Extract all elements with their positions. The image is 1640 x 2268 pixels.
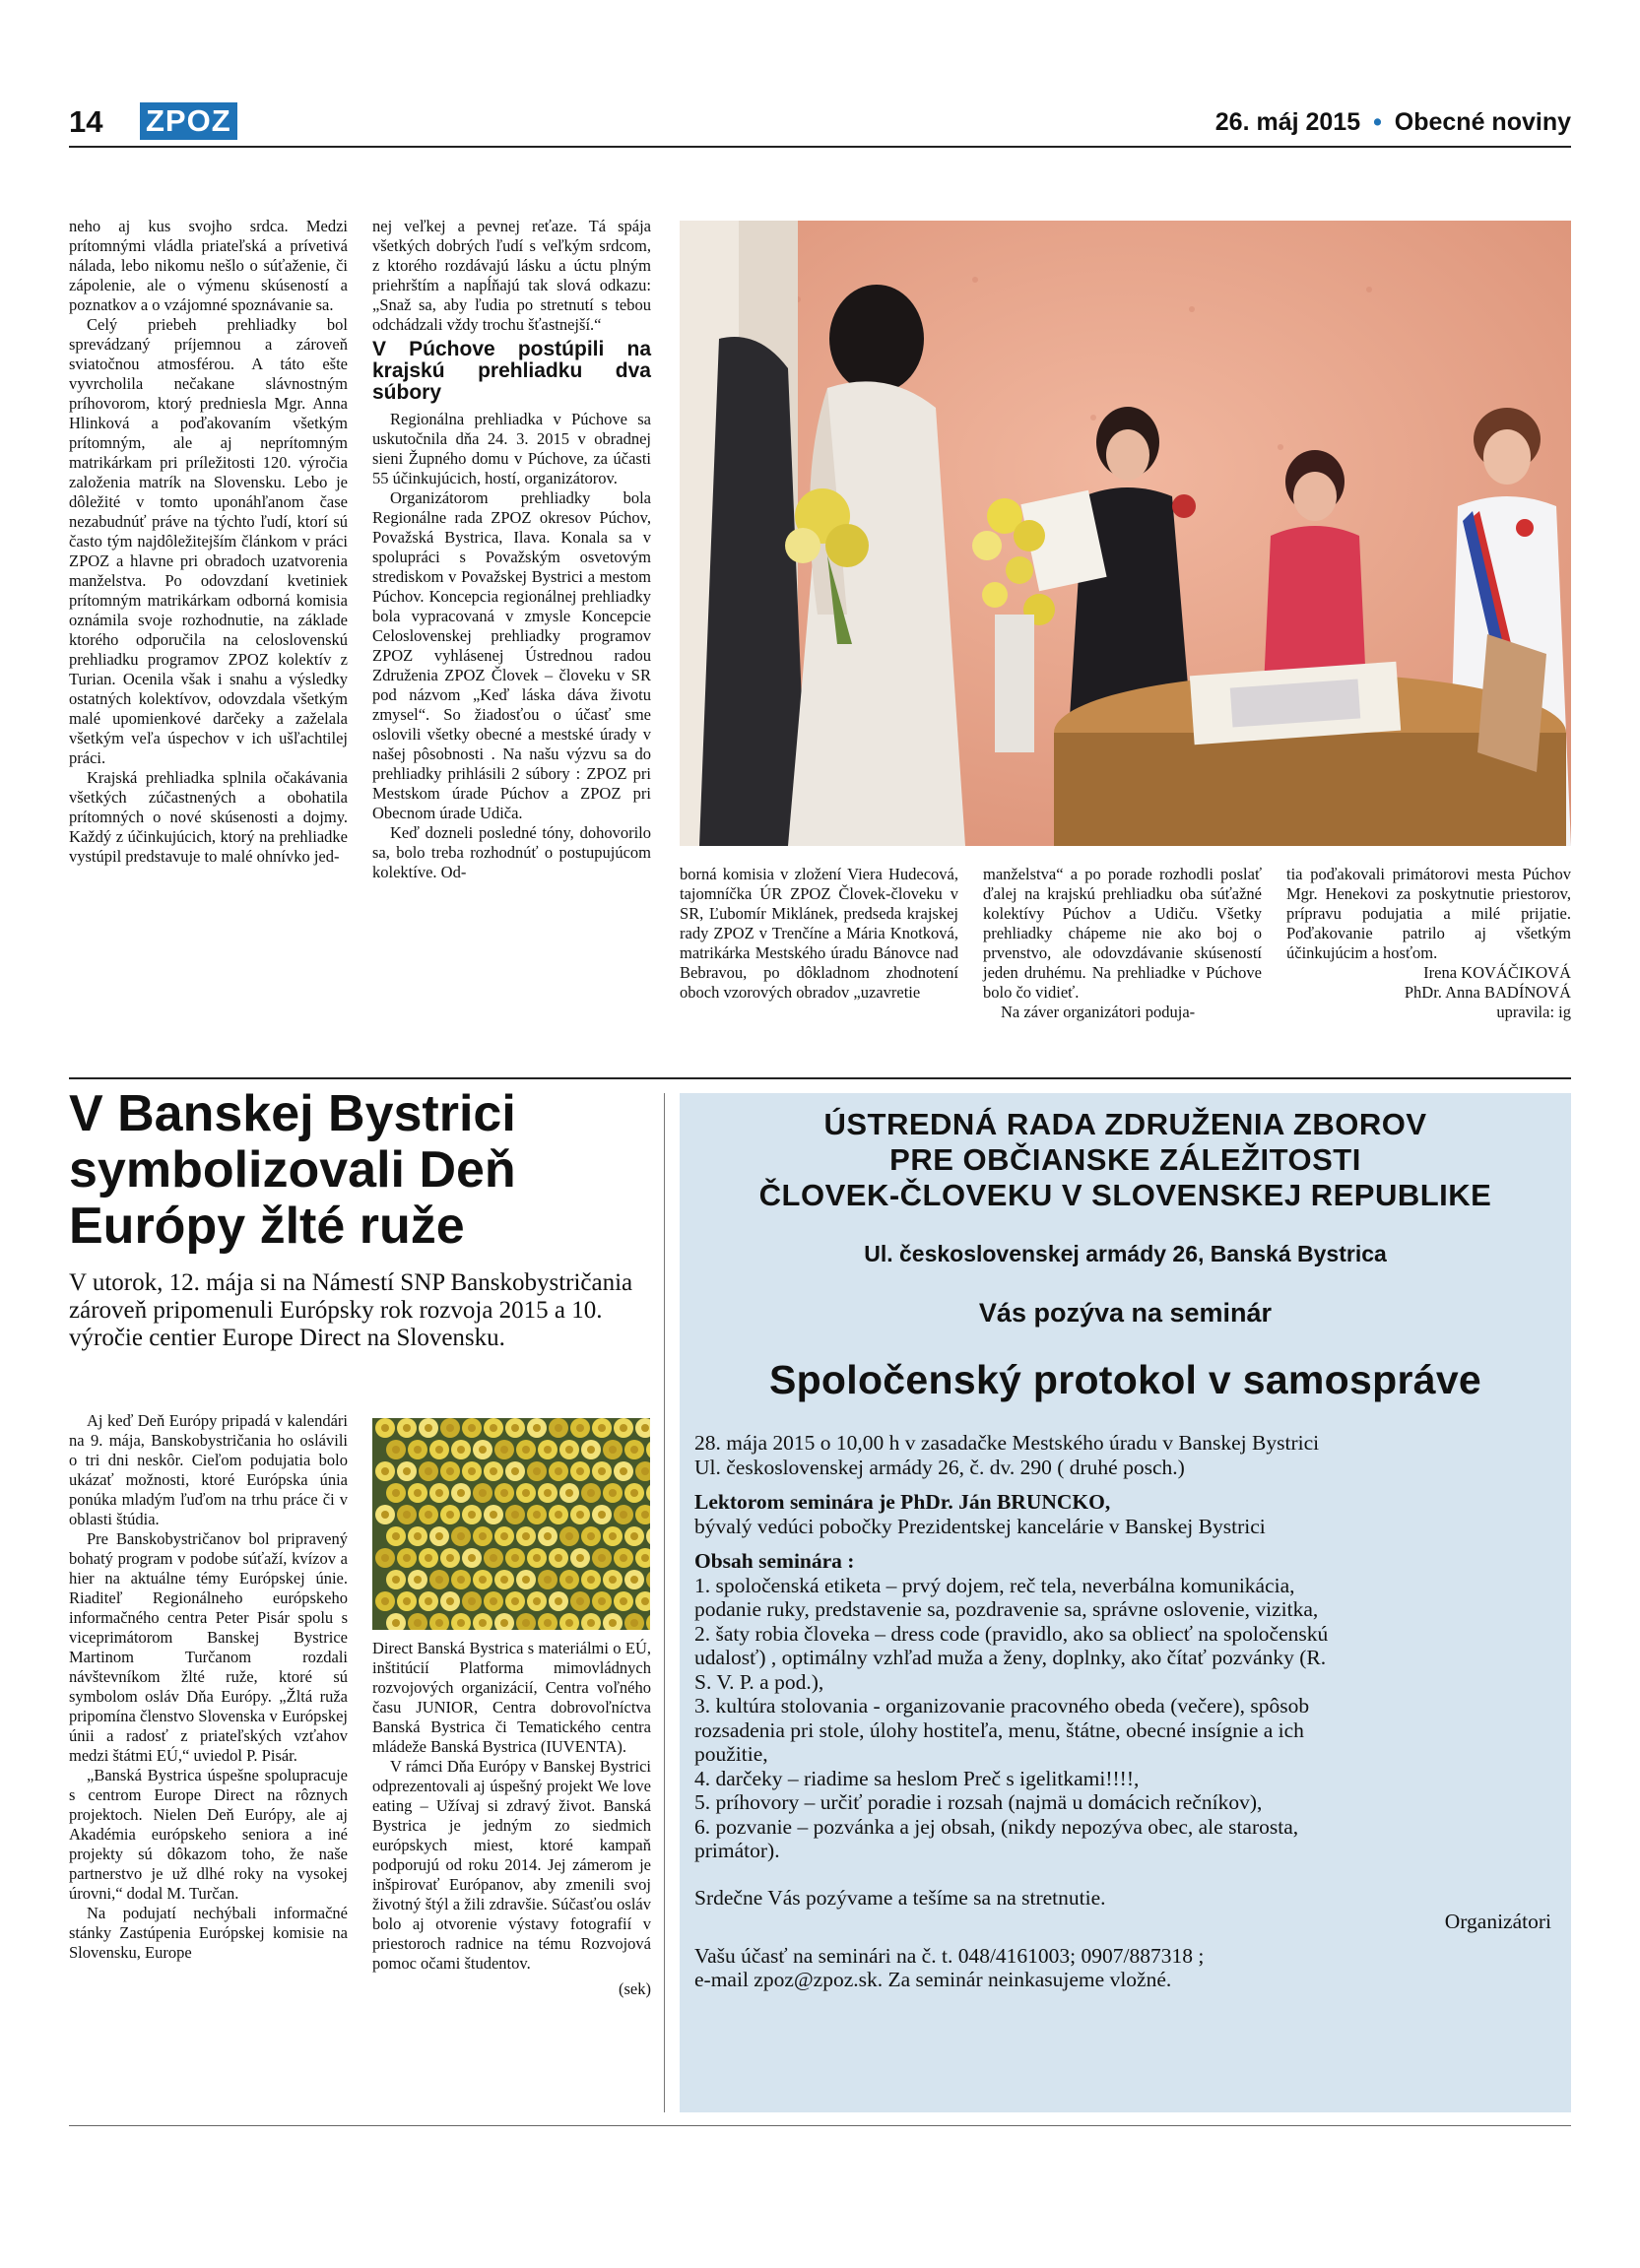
headline-line: V Banskej Bystrici (69, 1085, 516, 1142)
paragraph: Direct Banská Bystrica s materiálmi o EÚ, inštitúcií Platforma mimovládnych rozvojových organizácií, Centra voľného času JUNIOR, Centra dobrovoľníctva Banská Bystrica či Tematického centra mládeže Banská Bystrica (IUVENTA). (372, 1639, 651, 1756)
ad-contents-line: primátor). (694, 1839, 780, 1862)
paragraph: Regionálna prehliadka v Púchove sa uskutočnila dňa 24. 3. 2015 v obradnej sieni Župného domu v Púchove, za účasti 55 účinkujúcich, hostí, organizátorov. (372, 410, 651, 487)
vertical-divider (664, 1093, 665, 2112)
ad-when-line: Ul. československej armády 26, č. dv. 290 ( druhé posch.) (694, 1455, 1185, 1479)
ceremony-photo (680, 221, 1571, 846)
article2-lead: V utorok, 12. mája si na Námestí SNP Banskobystričania zároveň pripomenuli Európsky rok rozvoja 2015 a 10. výročie centier Europe Direct na Slovensku. (69, 1269, 633, 1351)
article2-column-2 (372, 1639, 651, 1999)
section-divider (69, 1077, 1571, 1079)
article2-headline (69, 1086, 660, 1255)
ad-contents-label: Obsah seminára : (694, 1549, 855, 1573)
paragraph: „Banská Bystrica úspešne spolupracuje s centrom Europe Direct na rôznych projektoch. Nielen Deň Európy, ale aj Akadémia európskeho seniora a iné projekty sú dôkazom toho, že naše partnerstvo je už dlhé roky na vysokej úrovni,“ dodal M. Turčan. (69, 1766, 348, 1903)
ad-lecturer-desc: bývalý vedúci pobočky Prezidentskej kancelárie v Banskej Bystrici (694, 1514, 1266, 1538)
signature-2: PhDr. Anna BADÍNOVÁ (1404, 983, 1571, 1002)
ad-contents-line: 6. pozvanie – pozvánka a jej obsah, (nikdy nepozýva obec, ale starosta, (694, 1814, 1299, 1839)
publication-name: Obecné noviny (1394, 108, 1571, 136)
ad-contents-line: podanie ruky, predstavenie sa, pozdravenie sa, správne oslovenie, vizitka, (694, 1597, 1319, 1621)
ad-contents-line: 3. kultúra stolovania - organizovanie pracovného obeda (večere), spôsob (694, 1694, 1310, 1717)
ad-contents-line: 5. príhovory – určiť poradie i rozsah (najmä u domácich rečníkov), (694, 1790, 1263, 1814)
ad-contents-line: udalosť) , optimálny vzhľad muža a ženy, doplnky, ako čítať pozvánky (R. (694, 1646, 1327, 1669)
ad-contact-line: e-mail zpoz@zpoz.sk. Za seminár neinkasujeme vložné. (694, 1968, 1172, 1991)
ad-organization (680, 1107, 1571, 1213)
ad-closing: Srdečne Vás pozývame a tešíme sa na stretnutie. (694, 1885, 1106, 1910)
paragraph: V rámci Dňa Európy v Banskej Bystrici odprezentovali aj úspešný projekt We love eating – Užívaj si zdravý život. Banská Bystrica je jedným zo siedmich európskych miest, ktoré kampaň podporujú od roku 2014. Jej zámerom je inšpirovať Európanov, aby zmenili svoj životný štýl a žili zdravšie. Súčasťou osláv bolo aj otvorenie výstavy fotografií v priestoroch radnice na tému Rozvojová pomoc očami študentov. (372, 1757, 651, 1973)
paragraph: Na podujatí nechýbali informačné stánky Zastúpenia Európskej komisie na Slovensku, Europe (69, 1904, 348, 1962)
article1-column-4 (983, 865, 1262, 1022)
article2-byline: (sek) (619, 1979, 651, 1998)
section-label: ZPOZ (140, 102, 237, 140)
paragraph: Na záver organizátori poduja- (1001, 1003, 1196, 1021)
header-rule (69, 146, 1571, 148)
article1-column-1 (69, 217, 348, 867)
seminar-ad-box (680, 1093, 1571, 2112)
paragraph: Keď dozneli posledné tóny, dohovorilo sa, bolo treba rozhodnúť o postupujúcom kolektíve. Od- (372, 823, 651, 881)
paragraph: Krajská prehliadka splnila očakávania všetkých zúčastnených a obohatila prítomných o nové skúsenosti a dojmy. Každý z účinkujúcich, ktorý na prehliadke vystúpil predstavuje to malé ohnívko jed- (69, 768, 348, 866)
ad-body (694, 1431, 1561, 1992)
paragraph: tia poďakovali primátorovi mesta Púchov Mgr. Henekovi za poskytnutie priestorov, prípravu podujatia a milé prijatie. Poďakovanie patrilo aj všetkým účinkujúcim a hosťom. (1286, 865, 1571, 962)
signature-1: Irena KOVÁČIKOVÁ (1423, 963, 1571, 982)
page-number: 14 (69, 104, 103, 139)
org-line: ÚSTREDNÁ RADA ZDRUŽENIA ZBOROV (823, 1107, 1427, 1141)
paragraph: Aj keď Deň Európy pripadá v kalendári na 9. mája, Banskobystričania ho oslávili o tri dni neskôr. Cieľom podujatia bolo ukázať možnosti, ktoré Európska únia ponúka mladým ľuďom na trhu práce či v oblasti štúdia. (69, 1411, 348, 1528)
paragraph: Organizátorom prehliadky bola Regionálne rada ZPOZ okresov Púchov, Považská Bystrica, Ilava. Konala sa v spolupráci s Považským osvetovým strediskom v Považskej Bystrici a mestom Púchov. Koncepcia regionálnej prehliadky bola vypracovaná v zmysle Koncepcie Celoslovenskej prehliadky programov ZPOZ vyhlásenej Ústrednou radou Združenia ZPOZ Človek – človeku v SR pod názvom „Keď láska dáva životu zmysel“. So žiadosťou o účasť sme oslovili všetky obecné a mestské úrady v našej pôsobnosti . Na našu výzvu sa do prehliadky prihlásili 2 súbory : ZPOZ pri Mestskom úrade Púchov a ZPOZ pri Obecnom úrade Udiča. (372, 488, 651, 822)
ad-contents-line: 1. spoločenská etiketa – prvý dojem, reč tela, neverbálna komunikácia, (694, 1573, 1295, 1597)
ad-title: Spoločenský protokol v samospráve (768, 1357, 1482, 1402)
paragraph: borná komisia v zložení Viera Hudecová, tajomníčka ÚR ZPOZ Človek-človeku v SR, Ľubomír Miklánek, predseda krajskej rady ZPOZ v Trenčíne a Mária Knotková, matrikárka Mestského úradu Bánovce nad Bebravou, po dôkladnom zhodnotení oboch vzorových obradov „uzavretie (680, 865, 958, 1002)
header-bullet: • (1373, 108, 1382, 136)
ad-organizers: Organizátori (1444, 1910, 1551, 1933)
paragraph: Celý priebeh prehliadky bol sprevádzaný príjemnou a zároveň sviatočnou atmosférou. A táto ešte vyvrcholila nečakane slávnostným príhovorom, ktorý predniesla Mgr. Anna Hlinková a poďakovaním všetkým prítomným, ale aj neprítomným matrikárkam pri príležitosti 120. výročia založenia matrík na Slovensku. Lebo je dôležité v tomto uponáhľanom čase nezabudnúť práve na týchto ľudí, ktorí sú často tým najdôležitejším článkom v práci ZPOZ a hlavne pri obradoch uzatvorenia manželstva. Po odovzdaní kvetiniek prítomným matrikárkam odborná komisia oznámila svoje rozhodnutie, na základe ktorého odporučila na celoslovenskú prehliadku programov ZPOZ kolektív z Turian. Ocenila však i snahu a výsledky ostatných kolektívov, odovzdala všetkým malé upomienkové darčeky a zaželala všetkým veľa úspechov v ich ušľachtilej práci. (69, 315, 348, 767)
article1-column-2 (372, 217, 651, 882)
article2-column-1 (69, 1411, 348, 1963)
article1-column-3 (680, 865, 958, 1003)
ad-address: Ul. československej armády 26, Banská Bystrica (864, 1241, 1387, 1266)
ad-invite: Vás pozýva na seminár (978, 1298, 1273, 1328)
signature-3: upravila: ig (1496, 1003, 1571, 1021)
paragraph: Pre Banskobystričanov bol pripravený bohatý program v podobe súťaží, kvízov a hier na aktuálne témy Európskej únie. Riaditeľ Regionálneho európskeho informačného centra Peter Pisár spolu s viceprimátorom Banskej Bystrice Martinom Turčanom rozdali návštevníkom žlté ruže, ktoré sú symbolom osláv Dňa Európy. „Žltá ruža pripomína členstvo Slovenska v Európskej únii a radosť z priateľských vzťahov medzi štátmi EÚ,“ uviedol P. Pisár. (69, 1529, 348, 1765)
org-line: PRE OBČIANSKE ZÁLEŽITOSTI (889, 1142, 1361, 1177)
ad-contents-line: použitie, (694, 1742, 768, 1766)
ad-contents-line: 2. šaty robia človeka – dress code (pravidlo, ako sa obliecť na spoločenskú (694, 1621, 1329, 1646)
ad-when-line: 28. mája 2015 o 10,00 h v zasadačke Mestského úradu v Banskej Bystrici (694, 1431, 1320, 1455)
org-line: ČLOVEK-ČLOVEKU V SLOVENSKEJ REPUBLIKE (758, 1178, 1492, 1212)
ad-contents-line: rozsadenia pri stole, úlohy hostiteľa, menu, štátne, obecné insígnie a ich (694, 1717, 1304, 1742)
headline-line: symbolizovali Deň (69, 1141, 516, 1199)
paragraph: manželstva“ a po porade rozhodli poslať ďalej na krajskú prehliadku oba súťažné kolektívy Púchov a Udiču. Všetky prehliadky chápeme nie ako boj o prvenstvo, ale odovzdávanie skúseností jeden druhému. Na prehliadke v Púchove bolo čo vidieť. (983, 865, 1262, 1002)
bottom-rule (69, 2125, 1571, 2126)
ad-contents-line: 4. darčeky – riadime sa heslom Preč s igelitkami!!!!, (694, 1766, 1140, 1790)
ad-contents-line: S. V. P. a pod.), (694, 1669, 824, 1694)
article1-column-5 (1286, 865, 1571, 1022)
ad-lecturer-label: Lektorom seminára je PhDr. Ján BRUNCKO, (694, 1490, 1111, 1514)
yellow-roses-photo (372, 1418, 650, 1630)
article1-subheading: V Púchove postúpili na krajskú prehliadku dva súbory (372, 338, 651, 404)
ad-contact-line: Vašu účasť na seminári na č. t. 048/4161003; 0907/887318 ; (694, 1943, 1205, 1968)
paragraph: nej veľkej a pevnej reťaze. Tá spája všetkých dobrých ľudí s veľkým srdcom, z ktorého rozdávajú lásku a úctu plným priehrštím a napĺňajú tak slová odkazu: „Snaž sa, aby ľudia po stretnutí s tebou odchádzali vždy trochu šťastnejší.“ (372, 217, 651, 334)
headline-line: Európy žlté ruže (69, 1198, 465, 1255)
header-date-line (1215, 108, 1571, 137)
header-date: 26. máj 2015 (1214, 108, 1361, 136)
paragraph: neho aj kus svojho srdca. Medzi prítomnými vládla priateľská a prívetivá nálada, lebo nikomu nešlo o súťaženie, či zápolenie, ale o výmenu skúseností a poznatkov a o vzájomné spoznávanie sa. (69, 217, 348, 314)
